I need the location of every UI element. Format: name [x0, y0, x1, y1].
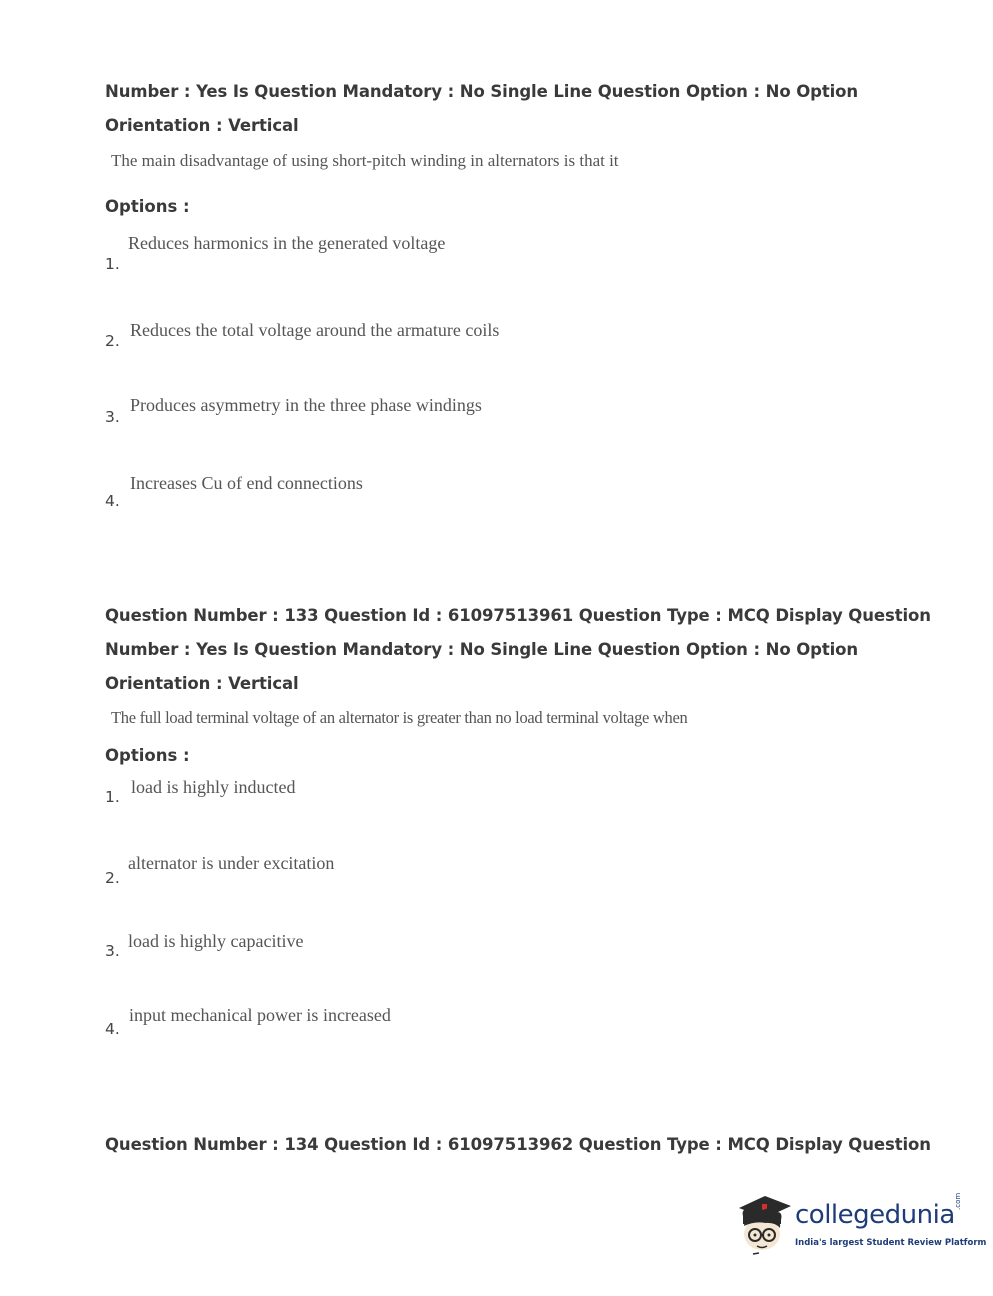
q133-option-1-number: 1. [105, 788, 120, 806]
q133-meta-line3: Orientation : Vertical [105, 674, 299, 693]
logo-suffix: .com [954, 1192, 962, 1210]
q132-options-label: Options : [105, 197, 190, 216]
q132-meta-line3: Orientation : Vertical [105, 116, 299, 135]
mascot-icon [735, 1190, 793, 1256]
q133-meta-line1: Question Number : 133 Question Id : 61097513961 Question Type : MCQ Display Question [105, 606, 931, 625]
q132-option-2-number: 2. [105, 332, 120, 350]
logo-tagline: India's largest Student Review Platform [795, 1238, 987, 1248]
q133-options-label: Options : [105, 746, 190, 765]
q133-option-2-text[interactable]: alternator is under excitation [128, 853, 335, 873]
q133-option-2-number: 2. [105, 869, 120, 887]
logo-wordmark: collegedunia [795, 1200, 955, 1230]
collegedunia-logo [735, 1190, 987, 1260]
q133-option-3-number: 3. [105, 942, 120, 960]
q132-meta-line2: Number : Yes Is Question Mandatory : No Single Line Question Option : No Option [105, 82, 859, 101]
q133-option-4-text[interactable]: input mechanical power is increased [129, 1005, 391, 1025]
q133-option-1-text[interactable]: load is highly inducted [131, 777, 296, 797]
q133-option-3-text[interactable]: load is highly capacitive [128, 931, 304, 951]
q133-meta-line2: Number : Yes Is Question Mandatory : No Single Line Question Option : No Option [105, 640, 859, 659]
q134-meta-line1: Question Number : 134 Question Id : 61097513962 Question Type : MCQ Display Question [105, 1135, 931, 1154]
q132-question-text: The main disadvantage of using short-pitch winding in alternators is that it [111, 151, 619, 170]
q133-question-text: The full load terminal voltage of an alternator is greater than no load terminal voltage when [111, 708, 688, 727]
q132-option-4-number: 4. [105, 492, 120, 510]
q132-option-3-number: 3. [105, 408, 120, 426]
q132-option-1-number: 1. [105, 255, 120, 273]
q132-option-4-text[interactable]: Increases Cu of end connections [130, 473, 363, 493]
q133-option-4-number: 4. [105, 1020, 120, 1038]
q132-option-1-text[interactable]: Reduces harmonics in the generated voltage [128, 233, 446, 253]
q132-option-2-text[interactable]: Reduces the total voltage around the armature coils [130, 320, 500, 340]
q132-option-3-text[interactable]: Produces asymmetry in the three phase windings [130, 395, 482, 415]
